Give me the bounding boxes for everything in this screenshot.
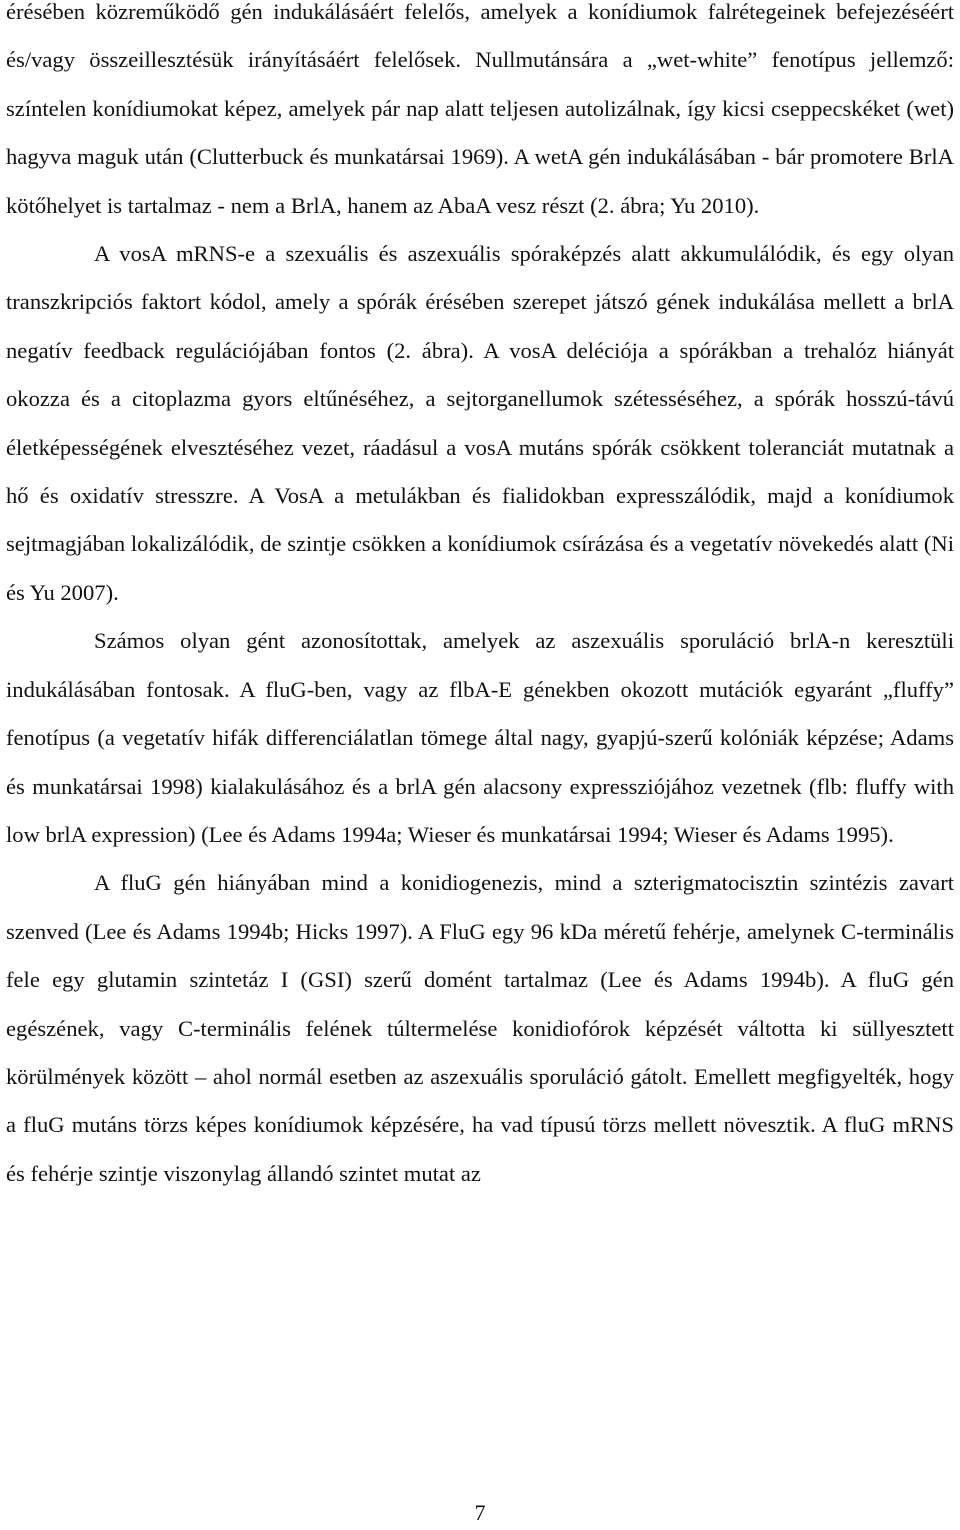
body-text xyxy=(6,0,954,1198)
paragraph-weta: érésében közreműködő gén indukálásáért felelős, amelyek a konídiumok falrétegeinek befejezéséért és/vagy összeillesztésük irányításáért felelősek. Nullmutánsára a „wet-white” fenotípus jellemző: színtelen konídiumokat képez, amelyek pár nap alatt teljesen autolizálnak, így kicsi cseppecskéket (wet) hagyva maguk után (Clutterbuck és munkatársai 1969). A wetA gén indukálásában - bár promotere BrlA kötőhelyet is tartalmaz - nem a BrlA, hanem az AbaA vesz részt (2. ábra; Yu 2010). xyxy=(6,0,954,218)
paragraph-vosa: A vosA mRNS-e a szexuális és aszexuális spóraképzés alatt akkumulálódik, és egy olyan transzkripciós faktort kódol, amely a spórák érésében szerepet játszó gének indukálása mellett a brlA negatív feedback regulációjában fontos (2. ábra). A vosA deléciója a spórákban a trehalóz hiányát okozza és a citoplazma gyors eltűnéséhez, a sejtorganellumok szétesséséhez, a spórák hosszú-távú életképességének elvesztéséhez vezet, ráadásul a vosA mutáns spórák csökkent toleranciát mutatnak a hő és oxidatív stresszre. A VosA a metulákban és fialidokban expresszálódik, majd a konídiumok sejtmagjában lokalizálódik, de szintje csökken a konídiumok csírázása és a vegetatív növekedés alatt (Ni és Yu 2007). xyxy=(6,241,954,605)
paragraph-flug: A fluG gén hiányában mind a konidiogenezis, mind a szterigmatocisztin szintézis zavart szenved (Lee és Adams 1994b; Hicks 1997). A FluG egy 96 kDa méretű fehérje, amelynek C-terminális fele egy glutamin szintetáz I (GSI) szerű domént tartalmaz (Lee és Adams 1994b). A fluG gén egészének, vagy C-terminális felének túltermelése konidiofórok képzését váltotta ki süllyesztett körülmények között – ahol normál esetben az aszexuális sporuláció gátolt. Emellett megfigyelték, hogy a fluG mutáns törzs képes konídiumok képzésére, ha vad típusú törzs mellett növesztik. A fluG mRNS és fehérje szintje viszonylag állandó szintet mutat az xyxy=(6,870,954,1186)
paragraph-brla-genes: Számos olyan gént azonosítottak, amelyek az aszexuális sporuláció brlA-n keresztüli indukálásában fontosak. A fluG-ben, vagy az flbA-E génekben okozott mutációk egyaránt „fluffy” fenotípus (a vegetatív hifák differenciálatlan tömege által nagy, gyapjú-szerű kolóniák képzése; Adams és munkatársai 1998) kialakulásához és a brlA gén alacsony expressziójához vezetnek (flb: fluffy with low brlA expression) (Lee és Adams 1994a; Wieser és munkatársai 1994; Wieser és Adams 1995). xyxy=(6,628,954,847)
page-number: 7 xyxy=(474,1500,486,1525)
